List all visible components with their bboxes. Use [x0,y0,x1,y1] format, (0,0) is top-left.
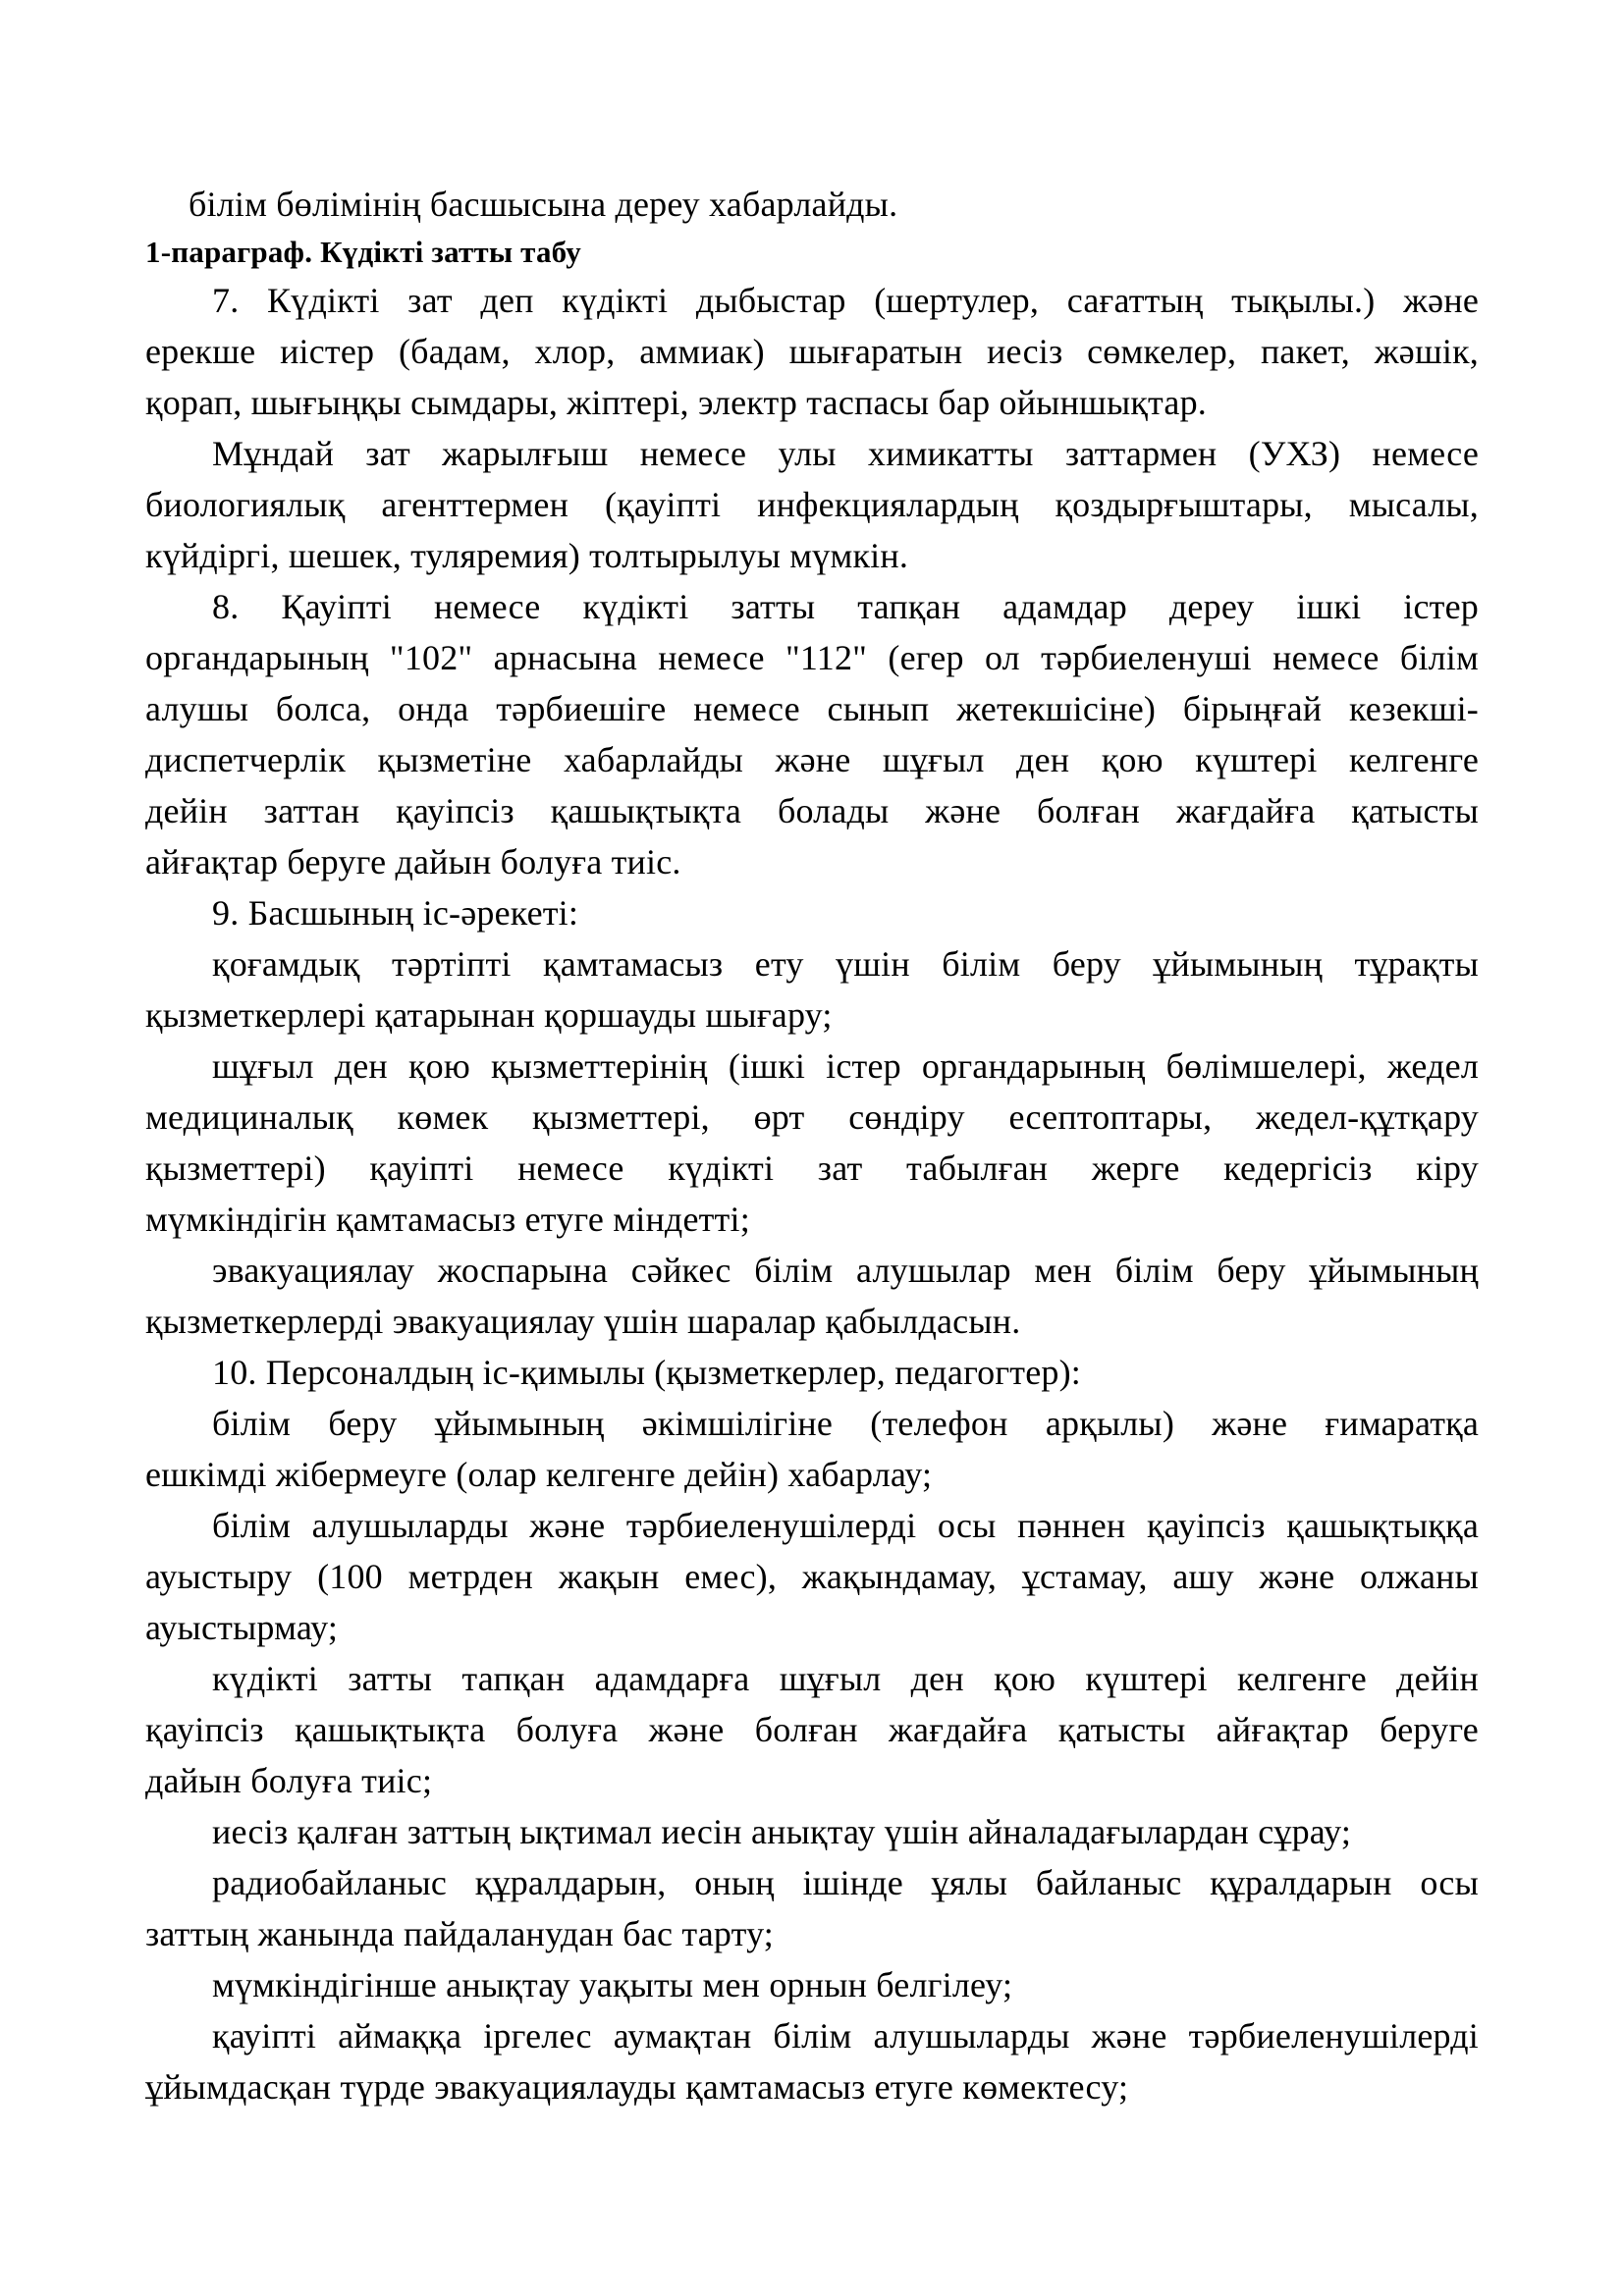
text-line: 8. Қауіпті немесе күдікті затты тапқан адамдар дереу ішкі істер [212,587,1479,626]
text-line: қызметкерлерді эвакуациялау үшін шаралар қабылдасын. [145,1302,1021,1341]
text-line: ешкімді жібермеуге (олар келгенге дейін) хабарлау; [145,1455,933,1494]
text-line: күдікті затты тапқан адамдарға шұғыл ден қою күштері келгенге дейін [212,1659,1479,1698]
text-line: мүмкіндігінше анықтау уақыты мен орнын белгілеу; [212,1965,1013,2004]
text-line: мүмкіндігін қамтамасыз етуге міндетті; [145,1200,750,1239]
paragraph [145,1041,1479,1245]
text-line: 7. Күдікті зат деп күдікті дыбыстар (шертулер, сағаттың тықылы.) және [212,281,1479,320]
text-line: ауыстырмау; [145,1608,339,1647]
paragraph [145,2010,1479,2112]
paragraph [145,275,1479,428]
text-line: білім алушыларды және тәрбиеленушілерді осы пәннен қауіпсіз қашықтыққа [212,1506,1479,1545]
paragraph [145,1398,1479,1500]
paragraph [145,1857,1479,1959]
text-line: эвакуациялау жоспарына сәйкес білім алушылар мен білім беру ұйымының [212,1251,1479,1290]
text-line: биологиялық агенттермен (қауіпті инфекциялардың қоздырғыштары, мысалы, [145,485,1479,524]
text-line: қызметкерлері қатарынан қоршауды шығару; [145,995,833,1035]
text-line: айғақтар беруге дайын болуға тиіс. [145,842,681,881]
section-heading: 1-параграф. Күдікті затты табу [145,235,581,269]
text-line: ерекше иістер (бадам, хлор, аммиак) шығаратын иесіз сөмкелер, пакет, жәшік, [145,332,1479,371]
text-line: иесіз қалған заттың ықтимал иесін анықтау үшін айналадағылардан сұрау; [212,1812,1352,1851]
text-line: қызметтері) қауіпті немесе күдікті зат табылған жерге кедергісіз кіру [145,1148,1479,1188]
paragraph [145,1806,1479,1857]
text-line: қауіпсіз қашықтықта болуға және болған жағдайға қатысты айғақтар беруге [145,1710,1479,1749]
text-line: ұйымдасқан түрде эвакуациялауды қамтамасыз етуге көмектесу; [145,2067,1129,2107]
text-line: 9. Басшының іс-әрекеті: [212,893,579,933]
paragraph [145,1653,1479,1806]
text-line: радиобайланыс құралдарын, оның ішінде ұялы байланыс құралдарын осы [212,1863,1479,1902]
text-line: қорап, шығыңқы сымдары, жіптері, электр таспасы бар ойыншықтар. [145,383,1207,422]
text-line: ауыстыру (100 метрден жақын емес), жақындамау, ұстамау, ашу және олжаны [145,1557,1479,1596]
text-line: білім бөлімінің басшысына дереу хабарлайды. [189,185,898,224]
text-column [145,179,1479,2112]
paragraph [145,887,1479,938]
text-line: шұғыл ден қою қызметтерінің (ішкі істер органдарының бөлімшелері, жедел [212,1046,1479,1086]
text-line: органдарының "102" арнасына немесе "112" (егер ол тәрбиеленуші немесе білім [145,638,1479,677]
paragraph [145,428,1479,581]
text-line: қауіпті аймаққа іргелес аумақтан білім алушыларды және тәрбиеленушілерді [212,2016,1479,2056]
paragraph [145,938,1479,1041]
text-line: Мұндай зат жарылғыш немесе улы химикатты заттармен (УХЗ) немесе [212,434,1479,473]
paragraph [145,1500,1479,1653]
text-line: заттың жанында пайдаланудан бас тарту; [145,1914,775,1953]
text-line: 10. Персоналдың іс-қимылы (қызметкерлер, педагогтер): [212,1353,1082,1392]
paragraph [145,1959,1479,2010]
text-line: алушы болса, онда тәрбиешіге немесе сынып жетекшісіне) бірыңғай кезекші- [145,689,1479,728]
paragraph [145,1245,1479,1347]
text-line: дейін заттан қауіпсіз қашықтықта болады және болған жағдайға қатысты [145,791,1479,830]
text-line: медициналық көмек қызметтері, өрт сөндіру есептоптары, жедел-құтқару [145,1097,1479,1137]
paragraph [145,581,1479,887]
text-line: қоғамдық тәртіпті қамтамасыз ету үшін білім беру ұйымының тұрақты [212,944,1479,984]
text-line: дайын болуға тиіс; [145,1761,433,1800]
text-line: диспетчерлік қызметіне хабарлайды және шұғыл ден қою күштері келгенге [145,740,1479,779]
paragraph [145,179,1479,230]
paragraph [145,1347,1479,1398]
text-line: білім беру ұйымының әкімшілігіне (телефон арқылы) және ғимаратқа [212,1404,1479,1443]
text-line: күйдіргі, шешек, туляремия) толтырылуы мүмкін. [145,536,909,575]
